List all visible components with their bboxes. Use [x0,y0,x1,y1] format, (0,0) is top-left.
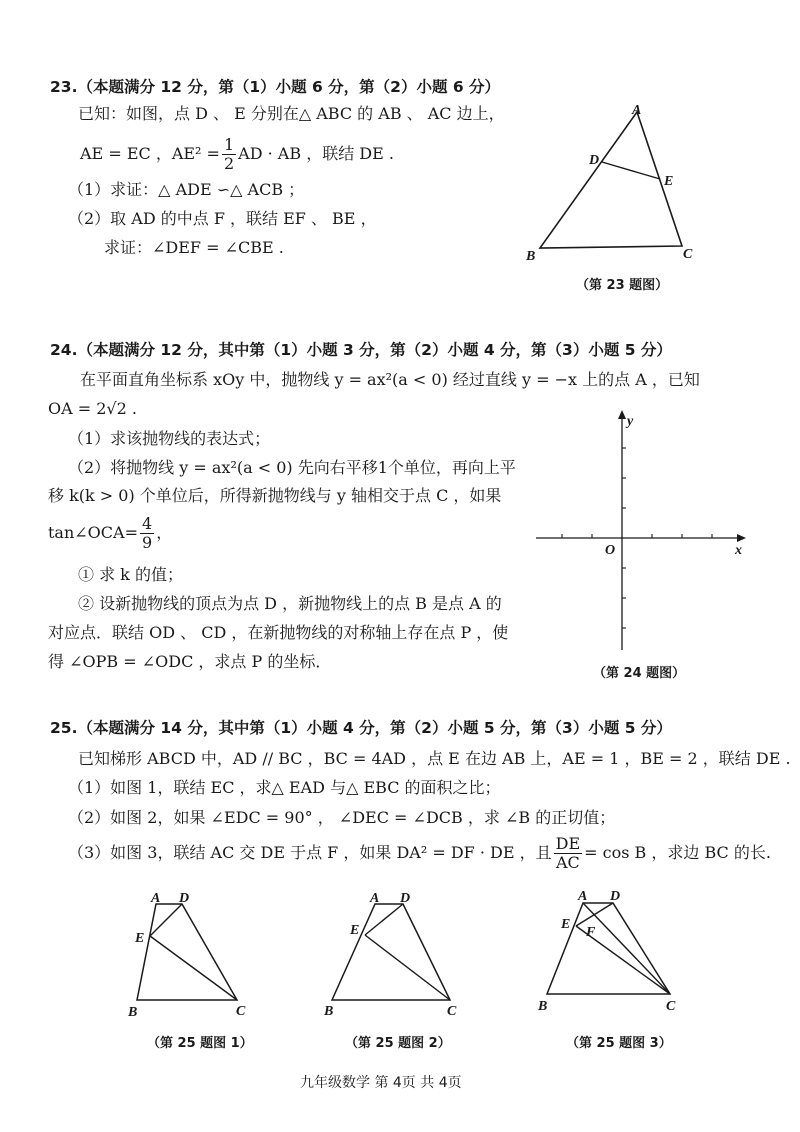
q24-part2-line2: 移 k(k > 0) 个单位后，所得新抛物线与 y 轴相交于点 C ，如果 [48,486,502,505]
q24-y-label: y [627,414,634,429]
q25-given: 已知梯形 ABCD 中，AD // BC ，BC = 4AD ，点 E 在边 AB 上，AE = 1 ，BE = 2 ，联结 DE . [78,749,791,768]
q25-figure2 [320,888,470,1023]
q25-part3-b: = cos B ，求边 BC 的长. [584,843,771,862]
q24-tan-denominator: 9 [142,532,153,552]
q25-fig1-label-a: A [151,891,161,906]
q24-coordinate-figure [530,405,760,655]
q23-label-e: E [664,174,674,189]
q25-fig1-label-c: C [236,1004,246,1019]
q25-fig1-segment-ec [150,936,237,1000]
q23-part2-prove: 求证：∠DEF = ∠CBE . [104,238,284,257]
q23-fraction-denominator: 2 [223,153,235,173]
q23-segment-de [602,162,660,179]
q23-fraction-half [222,136,236,173]
q24-subpart1: ① 求 k 的值； [78,565,183,584]
q25-fig1-label-b: B [128,1005,138,1020]
q23-given-line2-b: AD · AB ，联结 DE . [238,144,394,163]
q24-tan-line [48,511,172,555]
q25-caption2: （第 25 题图 2） [345,1036,451,1051]
q24-tan-fraction [140,515,154,552]
q23-caption: （第 23 题图） [576,278,669,293]
q23-figure [520,100,700,270]
q24-text-line2: OA = 2√2 . [48,399,137,418]
q24-y-arrow [618,410,626,419]
q24-caption: （第 24 题图） [593,666,686,681]
q25-figure1 [122,888,262,1023]
q25-fig1-label-e: E [135,931,145,946]
q23-given-line1: 已知：如图，点 D 、 E 分别在△ ABC 的 AB 、 AC 边上， [78,104,505,123]
q25-fig3-label-a: A [578,889,588,904]
q25-fig2-segment-de [365,904,403,935]
q25-caption1: （第 25 题图 1） [147,1036,253,1051]
q25-fig1-trapezoid [137,904,237,1000]
q25-part3-fraction [554,835,583,872]
q24-tan-suffix: ， [156,523,173,542]
q23-label-c: C [683,247,693,262]
q25-fig2-label-b: B [324,1004,334,1019]
q24-subpart2-line3: 得 ∠OPB = ∠ODC ，求点 P 的坐标． [48,652,332,671]
q24-text-line1: 在平面直角坐标系 xOy 中，抛物线 y = ax²(a < 0) 经过直线 y = −x 上的点 A ，已知 [80,370,700,389]
q25-figure3 [530,886,690,1021]
q23-label-d: D [589,153,600,168]
q23-heading: 23.（本题满分 12 分，第（1）小题 6 分，第（2）小题 6 分） [50,78,501,96]
q23-part2: （2）取 AD 的中点 F ，联结 EF 、 BE ， [68,209,377,228]
q25-fig3-label-f: F [586,925,596,940]
q24-tan-numerator: 4 [142,513,153,533]
q25-caption3: （第 25 题图 3） [566,1036,672,1051]
q24-x-label: x [735,543,742,558]
q25-fig3-label-d: D [610,889,621,904]
q24-tan-prefix: tan∠OCA= [48,523,138,542]
q25-part3-a: （3）如图 3，联结 AC 交 DE 于点 F ，如果 DA² = DF · DE ，且 [68,843,552,862]
q24-x-arrow [737,534,746,542]
q25-fig3-segment-ac [583,903,670,994]
q23-triangle-abc [540,112,682,248]
q25-fig1-label-d: D [179,891,190,906]
q25-fig3-label-e: E [561,917,571,932]
q23-part1: （1）求证：△ ADE ∽△ ACB ； [68,180,305,199]
q25-heading: 25.（本题满分 14 分，其中第（1）小题 4 分，第（2）小题 5 分，第（3）小题 5 分） [50,719,672,737]
q25-fig3-label-b: B [538,999,548,1014]
q23-given-line2-a: AE = EC ，AE² = [80,144,220,163]
q23-fraction-numerator: 1 [223,134,235,154]
q25-fig2-label-a: A [370,891,380,906]
q25-part3 [68,830,771,876]
q23-label-a: A [632,103,642,118]
page-footer: 九年级数学 第 4页 共 4页 [300,1075,462,1091]
q24-part1: （1）求该抛物线的表达式； [68,429,271,448]
q23-given-line2 [80,132,394,176]
q25-fig3-label-c: C [666,999,676,1014]
q23-label-b: B [526,249,536,264]
q25-part3-denominator: AC [555,852,580,872]
q24-subpart2-line1: ② 设新抛物线的顶点为点 D ，新抛物线上的点 B 是点 A 的 [78,594,502,613]
q25-part1: （1）如图 1，联结 EC ，求△ EAD 与△ EBC 的面积之比； [68,778,501,797]
q25-part2: （2）如图 2，如果 ∠EDC = 90° ， ∠DEC = ∠DCB ，求 ∠B 的正切值； [68,808,616,827]
q24-heading: 24.（本题满分 12 分，其中第（1）小题 3 分，第（2）小题 4 分，第（3）小题 5 分） [50,341,672,359]
q25-fig2-label-c: C [447,1004,457,1019]
q25-fig2-segment-ec [365,935,450,1000]
q24-part2-line1: （2）将抛物线 y = ax²(a < 0) 先向右平移1个单位，再向上平 [68,458,516,477]
q24-origin-label: O [605,543,616,558]
q25-fig2-label-d: D [400,891,411,906]
q24-subpart2-line2: 对应点．联结 OD 、 CD ，在新抛物线的对称轴上存在点 P ，使 [48,623,509,642]
q25-fig2-label-e: E [350,923,360,938]
q25-part3-numerator: DE [555,833,581,853]
